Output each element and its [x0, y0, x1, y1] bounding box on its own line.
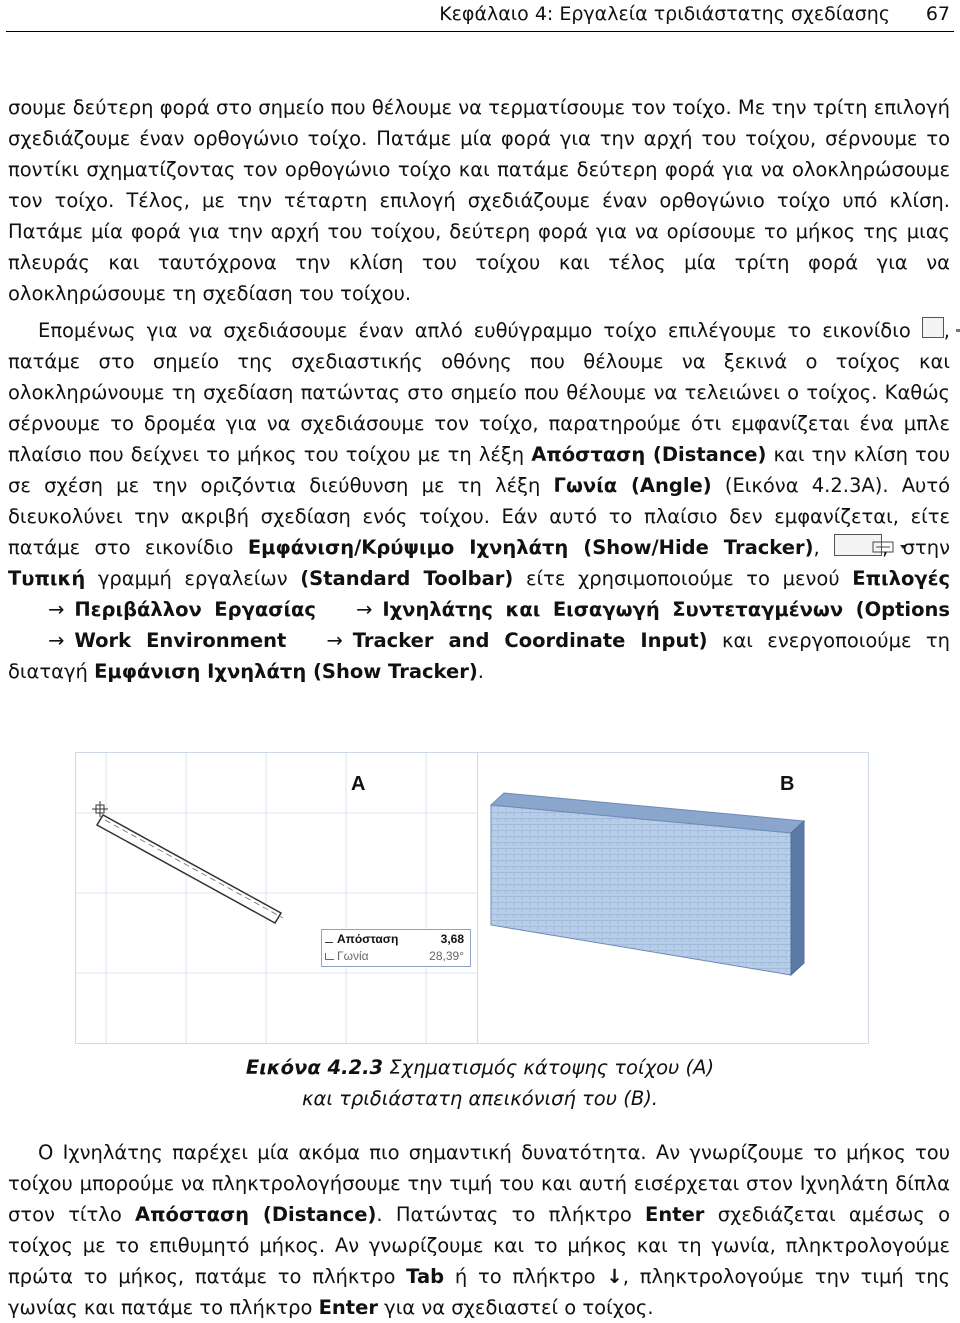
tracker-distance-label: Απόσταση — [337, 932, 399, 946]
figure-caption — [0, 1056, 960, 1079]
tracker-distance-row — [322, 930, 470, 947]
paragraph-text: για να σχεδιαστεί ο τοίχος. — [384, 1296, 654, 1319]
paragraph-text: Επομένως για να σχεδιάσουμε έναν απλό ευθύγραμμο τοίχο επιλέγουμε το εικονίδιο — [38, 319, 911, 342]
paragraph-tracker — [8, 1137, 950, 1323]
paragraph-text: , — [813, 536, 820, 559]
paragraph-text: και την κλίση του σε σχέση με την οριζόντια διεύθυνση με τη λέξη — [8, 443, 950, 497]
arrow-right-icon: → — [356, 598, 373, 621]
arrow-right-icon: → — [48, 629, 65, 652]
paragraph-text: . Πατώντας το πλήκτρο — [376, 1203, 632, 1226]
bold-term: Απόσταση (Distance) — [531, 443, 767, 466]
paragraph-text: Ο Ιχνηλάτης παρέχει μία ακόμα πιο σημαντική δυνατότητα. Αν γνωρίζουμε το μήκος του τοίχου μπορούμε να πληκτρολογήσουμε την τιμή του και αυτή εισέρχεται στον Ιχνηλάτη δίπλα στον τίτλο — [8, 1141, 950, 1226]
angle-icon — [325, 953, 334, 960]
bold-term: (Standard Toolbar) — [300, 567, 514, 590]
paragraph-text: , πατάμε στο σημείο της σχεδιαστικής οθόνης που θέλουμε να ξεκινά ο τοίχος και ολοκληρώνουμε τη σχεδίαση πατώντας στο σημείο που θέλουμε να τελειώνει ο τοίχος. Καθώς σέρνουμε το δρομέα για να σχεδιάσουμε τον τοίχο, παρατηρούμε ότι εμφανίζεται ένα μπλε πλαίσιο που δείχνει το μήκος του τοίχου με τη λέξη — [8, 319, 950, 466]
arrow-right-icon: → — [326, 629, 343, 652]
paragraph-text: . — [477, 660, 484, 683]
tracker-angle-row — [322, 947, 470, 964]
bold-term: Εμφάνιση Ιχνηλάτη (Show Tracker) — [94, 660, 478, 683]
paragraph-text: ή το πλήκτρο — [454, 1265, 596, 1288]
show-hide-tracker-icon — [834, 534, 882, 556]
paragraph-wall-options — [8, 92, 950, 309]
figure-label-a: Α — [351, 773, 366, 795]
tracker-angle-label: Γωνία — [337, 949, 369, 963]
caption-figure-number: Εικόνα 4.2.3 — [245, 1056, 384, 1079]
caption-line-2: και τριδιάστατη απεικόνισή του (Β). — [302, 1087, 658, 1110]
bold-term: Τυπική — [8, 567, 86, 590]
bold-term: Γωνία (Angle) — [553, 474, 712, 497]
page-number: 67 — [925, 3, 950, 25]
bold-term: Απόσταση (Distance) — [135, 1203, 377, 1226]
tracker-distance-value: 3,68 — [440, 932, 464, 946]
paragraph-text: σουμε δεύτερη φορά στο σημείο που θέλουμε να τερματίσουμε τον τοίχο. Με την τρίτη επιλογή σχεδιάζουμε έναν ορθογώνιο τοίχο. Πατάμε μία φορά για την αρχή του τοίχου, σέρνουμε το ποντίκι σχηματίζοντας τον ορθογώνιο τοίχο και πατάμε δεύτερη φορά για να ολοκληρώσουμε τον τοίχο. Τέλος, με την τέταρτη επιλογή σχεδιάζουμε έναν ορθογώνιο τοίχο υπό κλίση. Πατάμε μία φορά για την αρχή του τοίχου, δεύτερη φορά για να ορίσουμε το μήκος της μιας πλευράς και ταυτόχρονα την κλίση του τοίχου και τέλος μία τρίτη φορά για να ολοκληρώσουμε τη σχεδίαση του τοίχου. — [8, 96, 950, 305]
straight-wall-icon — [922, 317, 944, 338]
tracker-angle-value: 28,39° — [429, 949, 464, 963]
wall-3d-drawing — [478, 753, 868, 1043]
figure-caption-line-2 — [0, 1087, 960, 1110]
paragraph-text: σχεδιάζεται αμέσως ο τοίχος με το επιθυμητό μήκος. Αν γνωρίζουμε και το μήκος και τη γωνία, πληκτρολογούμε πρώτα το μήκος, πατάμε το πλήκτρο — [8, 1203, 951, 1288]
chapter-title: Κεφάλαιο 4: Εργαλεία τριδιάστατης σχεδίασης — [439, 3, 890, 25]
menu-path-item: Tracker and Coordinate Input) — [352, 629, 708, 652]
paragraph-text: και ενεργοποιούμε τη διαταγή — [8, 629, 951, 683]
tracker-box — [321, 929, 471, 967]
paragraph-text: , στην — [882, 536, 951, 559]
key-name: Enter — [645, 1203, 705, 1226]
figure-label-b: Β — [780, 773, 795, 795]
arrow-right-icon: → — [48, 598, 65, 621]
figure-panel-a — [75, 752, 479, 1044]
header-divider — [6, 31, 954, 32]
caption-line-1: Σχηματισμός κάτοψης τοίχου (Α) — [389, 1056, 715, 1079]
figure-panel-b — [477, 752, 869, 1044]
menu-path-item: Ιχνηλάτης και Εισαγωγή Συντεταγμένων (Options — [382, 598, 950, 621]
page-header — [0, 0, 960, 36]
key-name: Enter — [318, 1296, 378, 1319]
paragraph-text: , πληκτρολογούμε την τιμή της γωνίας και πατάμε το πλήκτρο — [8, 1265, 951, 1319]
down-arrow-icon: ↓ — [606, 1265, 623, 1288]
bold-term: Εμφάνιση/Κρύψιμο Ιχνηλάτη (Show/Hide Tracker) — [247, 536, 814, 559]
pencil-icon — [325, 934, 333, 943]
menu-path-item: Work Environment — [74, 629, 287, 652]
key-name: Tab — [406, 1265, 445, 1288]
figure-wall-drawing — [75, 752, 867, 1042]
paragraph-straight-wall — [8, 315, 950, 687]
paragraph-text: είτε χρησιμοποιούμε το μενού — [525, 567, 840, 590]
menu-path-item: Περιβάλλον Εργασίας — [74, 598, 316, 621]
menu-path-item: Επιλογές — [852, 567, 951, 590]
paragraph-text: γραμμή εργαλείων — [97, 567, 288, 590]
plan-view-drawing — [76, 753, 478, 1043]
paragraph-text: (Εικόνα 4.2.3Α). Αυτό διευκολύνει την ακριβή σχεδίαση ενός τοίχου. Εάν αυτό το πλαίσιο δεν εμφανίζεται, είτε πατάμε στο εικονίδιο — [8, 474, 951, 559]
